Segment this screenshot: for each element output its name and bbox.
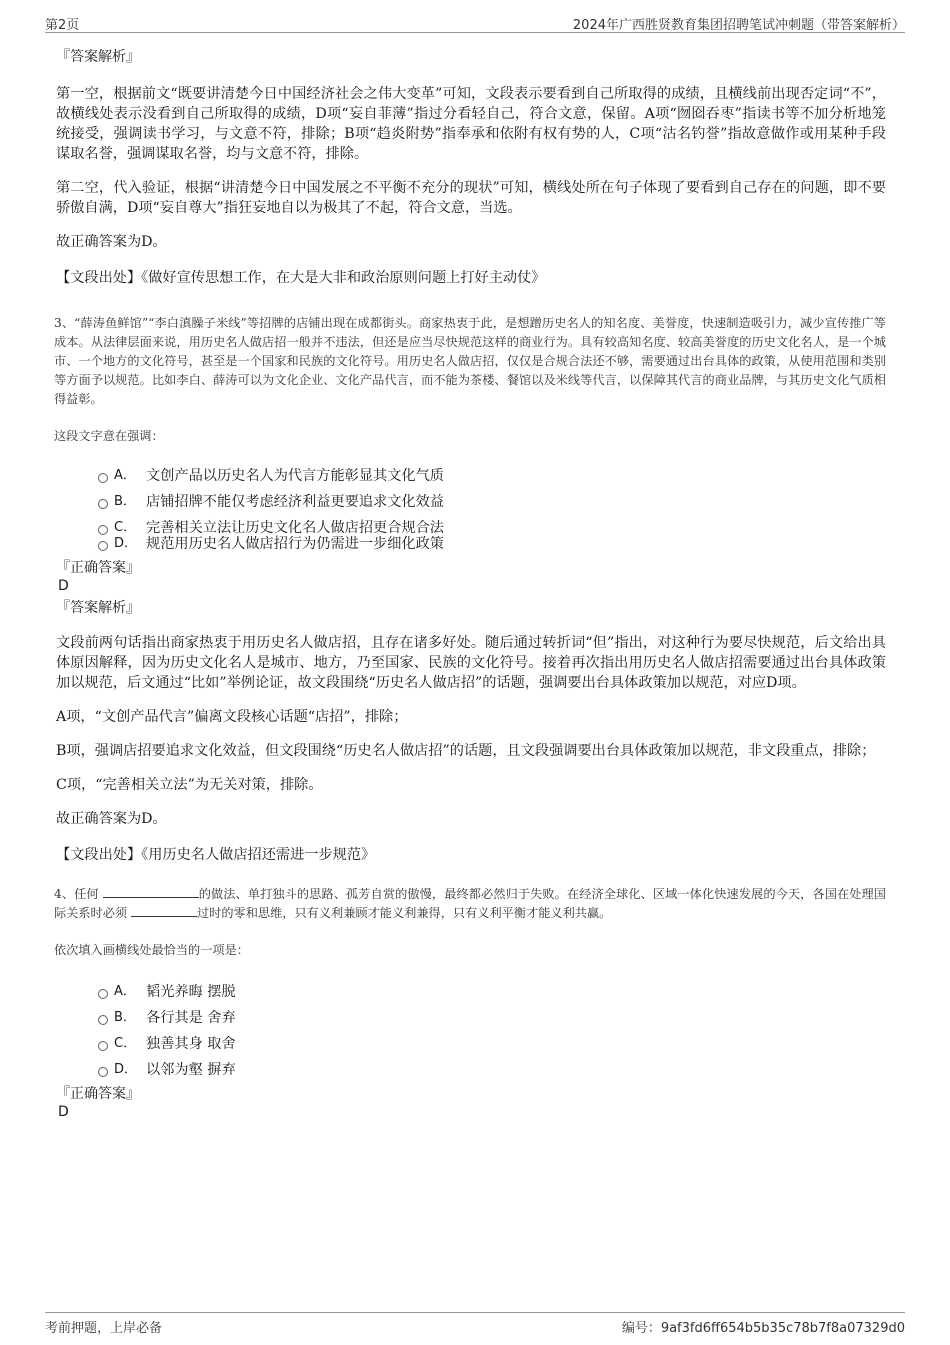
option-letter: B．: [114, 494, 136, 509]
page-content: [56, 40, 886, 1121]
option-letter: D．: [114, 536, 138, 551]
question-4-prompt: 依次填入画横线处最恰当的一项是：: [54, 943, 249, 957]
analysis-paragraph: 第二空，代入验证，根据“讲清楚今日中国发展之不平衡不充分的现状”可知，横线处所在句子体现了要看到自己存在的问题，即不要骄傲自满，D项“妄自尊大”指狂妄地自以为极其了不起，符合文意，当选。: [56, 180, 886, 216]
option-text: 独善其身 取舍: [146, 1036, 236, 1052]
radio-button[interactable]: [98, 1041, 108, 1051]
option-text: 店铺招牌不能仅考虑经济利益更要追求文化效益: [146, 494, 444, 510]
page-footer: [45, 1312, 905, 1339]
analysis-paragraph: 文段前两句话指出商家热衷于用历史名人做店招，且存在诸多好处。随后通过转折词“但”指出，对这种行为要尽快规范，后文给出具体原因解释，因为历史文化名人是城市、地方，乃至国家、民族的文化符号。接着再次指出用历史名人做店招需要通过出台具体政策加以规范，后文通过“比如”举例论证，故文段围绕“历史名人做店招”的话题，强调要出台具体政策加以规范，对应D项。: [56, 635, 886, 691]
question-4-options: [98, 979, 886, 1083]
analysis-paragraph: 第一空，根据前文“既要讲清楚今日中国经济社会之伟大变革”可知，文段表示要看到自己所取得的成绩，且横线前出现否定词“不”，故横线处表示没看到自己所取得的成绩，D项“妄自菲薄”指过分看轻自己，符合文意，保留。A项“囫囵吞枣”指读书等不加分析地笼统接受，强调读书学习，与文意不符，排除；B项“趋炎附势”指奉承和依附有权有势的人，C项“沽名钓誉”指故意做作或用某种手段谋取名誉，强调谋取名誉，均与文意不符，排除。: [56, 86, 886, 162]
radio-button[interactable]: [98, 473, 108, 483]
radio-button[interactable]: [98, 1015, 108, 1025]
analysis-conclusion: 故正确答案为D。: [56, 811, 167, 827]
option-letter: D．: [114, 1062, 138, 1077]
question-3-prompt: 这段文字意在强调：: [54, 429, 164, 443]
analysis-conclusion: 故正确答案为D。: [56, 234, 167, 250]
question-3-stem: 3、“薛涛鱼鲜馆”“李白滇臊子米线”等招牌的店铺出现在成都街头。商家热衷于此，是想蹭历史名人的知名度、美誉度，快速制造吸引力，减少宣传推广等成本。从法律层面来说，用历史名人做店招一般并不违法，但还是应当尽快规范这样的商业行为。具有较高知名度、较高美誉度的历史文化名人，是一个城市、一个地方的文化符号，甚至是一个国家和民族的文化符号。用历史名人做店招，仅仅是合规合法还不够，需要通过出台具体的政策，从使用范围和类别等方面予以规范。比如李白、薛涛可以为文化企业、文化产品代言，而不能为茶楼、餐馆以及米线等代言，以保障其代言的商业品牌，与其历史文化气质相得益彰。: [54, 316, 886, 406]
radio-button[interactable]: [98, 499, 108, 509]
radio-button[interactable]: [98, 1067, 108, 1077]
analysis-paragraph: A项，“文创产品代言”偏离文段核心话题“店招”，排除；: [56, 709, 408, 725]
option-text: 规范用历史名人做店招行为仍需进一步细化政策: [146, 536, 444, 552]
analysis-paragraph: B项，强调店招要追求文化效益，但文段围绕“历史名人做店招”的话题，且文段强调要出台具体政策加以规范，非文段重点，排除；: [56, 743, 876, 759]
radio-button[interactable]: [98, 989, 108, 999]
correct-answer-label: 『正确答案』: [56, 1086, 140, 1102]
option-text: 各行其是 舍弃: [146, 1010, 236, 1026]
option-b[interactable]: [98, 1005, 886, 1031]
fill-blank-1: [103, 885, 199, 898]
option-c[interactable]: [98, 1031, 886, 1057]
question-4-stem: [54, 885, 886, 923]
stem-part: 的做法、单打独斗的思路、孤芳自赏的傲慢，最终都必然归于失败。在经济全球化、区域一体化快速发展的今天，各国在处理国际关系时必须: [54, 887, 886, 920]
correct-answer-label: 『正确答案』: [56, 560, 140, 576]
correct-answer-value: D: [58, 578, 69, 594]
document-title: 2024年广西胜贤教育集团招聘笔试冲刺题（带答案解析）: [572, 18, 905, 33]
option-b[interactable]: [98, 489, 886, 515]
option-letter: B．: [114, 1010, 136, 1025]
option-d[interactable]: [98, 1057, 886, 1083]
option-a[interactable]: [98, 463, 886, 489]
option-a[interactable]: [98, 979, 886, 1005]
option-d[interactable]: [98, 531, 886, 557]
page-number: 第2页: [45, 18, 80, 33]
option-letter: C．: [114, 1036, 137, 1051]
source-citation: 【文段出处】《用历史名人做店招还需进一步规范》: [56, 847, 376, 863]
page-header: [45, 12, 905, 33]
analysis-paragraph: C项，“完善相关立法”为无关对策，排除。: [56, 777, 323, 793]
fill-blank-2: [131, 904, 197, 917]
footer-slogan: 考前押题，上岸必备: [45, 1321, 163, 1336]
option-letter: A．: [114, 468, 136, 483]
source-citation: 【文段出处】《做好宣传思想工作，在大是大非和政治原则问题上打好主动仗》: [56, 270, 546, 286]
stem-part: 4、任何: [54, 887, 103, 901]
stem-part: 过时的零和思维，只有义利兼顾才能义利兼得，只有义利平衡才能义利共赢。: [197, 906, 612, 920]
option-letter: A．: [114, 984, 136, 999]
option-letter: C．: [114, 520, 137, 535]
option-text: 文创产品以历史名人为代言方能彰显其文化气质: [146, 468, 444, 484]
document-id: 编号：9af3fd6ff654b5b35c78b7f8a07329d0: [621, 1321, 905, 1336]
question-3-options: [98, 463, 886, 557]
analysis-label: 『答案解析』: [56, 600, 140, 616]
option-text: 以邻为壑 摒弃: [146, 1062, 236, 1078]
analysis-label: 『答案解析』: [56, 49, 140, 65]
option-text: 完善相关立法让历史文化名人做店招更合规合法: [146, 520, 444, 536]
correct-answer-value: D: [58, 1104, 69, 1120]
radio-button[interactable]: [98, 541, 108, 551]
option-text: 韬光养晦 摆脱: [146, 984, 236, 1000]
